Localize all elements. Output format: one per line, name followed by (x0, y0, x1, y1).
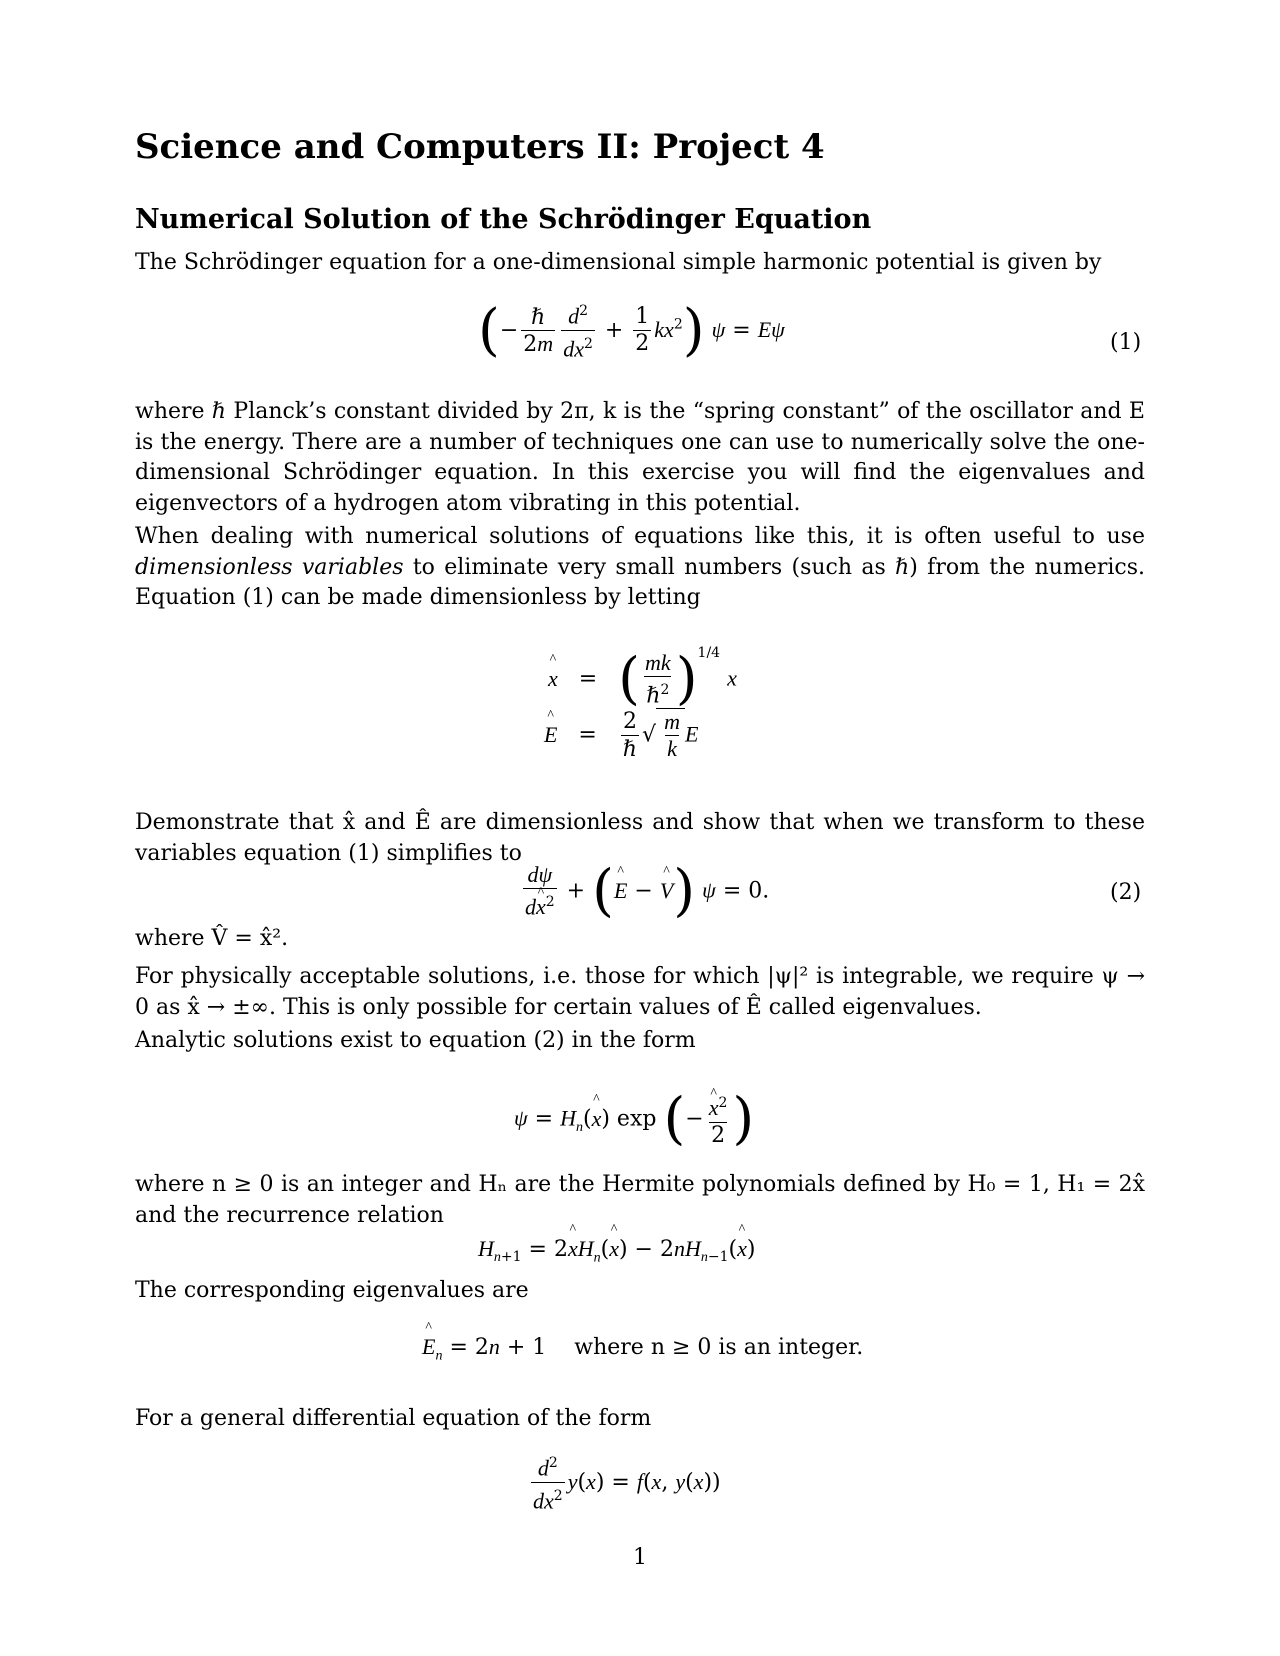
equation-2: $\frac{d\psi}{dx \^{}^2}$ + (E ^ − V ^) ψ = 0. (520, 862, 769, 921)
equation-analytic-solution: $\psi = H_n(x$ ^) exp (− $\frac{x \^{}^2}{2}$ ) (514, 1090, 754, 1149)
section-title: Numerical Solution of the Schrödinger Equation (135, 204, 872, 235)
equation-eigenvalues: E $\^{}_n = 2n + 1$ where n ≥ 0 is an integer. (422, 1334, 863, 1364)
corresponding-line: The corresponding eigenvalues are (135, 1278, 529, 1303)
equation-1-number: (1) (1110, 330, 1142, 355)
dimless-text-a: When dealing with numerical solutions of equations like this, it is often useful to use (135, 524, 1145, 549)
equation-x-hat: x ^ = ( $\frac{mk}{\hbar^2}$ )$^{1/4}$ x (548, 650, 737, 709)
equation-1: (− $\frac{\text{ℏ}}{2m}$ $\frac{d^2}{dx^2}$ + $\frac{1}{2}$ $kx^2$) ψ = Eψ (478, 297, 785, 363)
paragraph-where-hbar: where ℏ Planck’s constant divided by 2π, k is the “spring constant” of the oscillator and E is the energy. There are a number of techniques one can use to numerically solve the one-dimensional Schrödinger equation. In this exercise you will find the eigenvalues and eigenvectors of a hydrogen atom vibrating in this potential. (135, 399, 1145, 516)
intro-paragraph: The Schrödinger equation for a one-dimensional simple harmonic potential is given by (135, 250, 1102, 275)
dimless-text-b: to eliminate very small numbers (such as ℏ) from the numerics. Equation (1) can be made dimensionless by letting (135, 554, 1145, 610)
eigen-text: where n ≥ 0 is an integer. (574, 1335, 864, 1360)
document-title: Science and Computers II: Project 4 (135, 127, 825, 167)
paragraph-physical: For physically acceptable solutions, i.e. those for which |ψ|² is integrable, we require ψ → 0 as x̂ → ±∞. This is only possible for certain values of Ê called eigenvalues. (135, 964, 1145, 1020)
analytic-line: Analytic solutions exist to equation (2) in the form (135, 1028, 696, 1053)
dimless-emphasis: dimensionless variables (135, 554, 404, 580)
paragraph-hermite: where n ≥ 0 is an integer and Hₙ are the Hermite polynomials defined by H₀ = 1, H₁ = 2x̂ and the recurrence relation (135, 1172, 1145, 1228)
equation-recurrence: $H_{n+1} = 2x$ $\^{}H_n(x$ ^) − $2nH_{n-1}(x$ ^) (478, 1236, 755, 1266)
equation-general-ode: $\frac{d^2}{dx^2}$ y(x) = f(x, y(x)) (533, 1455, 721, 1514)
paragraph-dimensionless (135, 522, 1145, 614)
equation-e-hat: E ^ = $\frac{2}{\text{ℏ}}$ √ $\frac{m}{k}$ E (544, 708, 698, 762)
page-number: 1 (633, 1545, 647, 1570)
paragraph-demonstrate: Demonstrate that x̂ and Ê are dimensionless and show that when we transform to these variables equation (1) simplifies to (135, 810, 1145, 866)
where-v-line: where V̂ = x̂². (135, 926, 289, 951)
general-form-line: For a general differential equation of the form (135, 1406, 652, 1431)
equation-2-number: (2) (1110, 880, 1142, 905)
